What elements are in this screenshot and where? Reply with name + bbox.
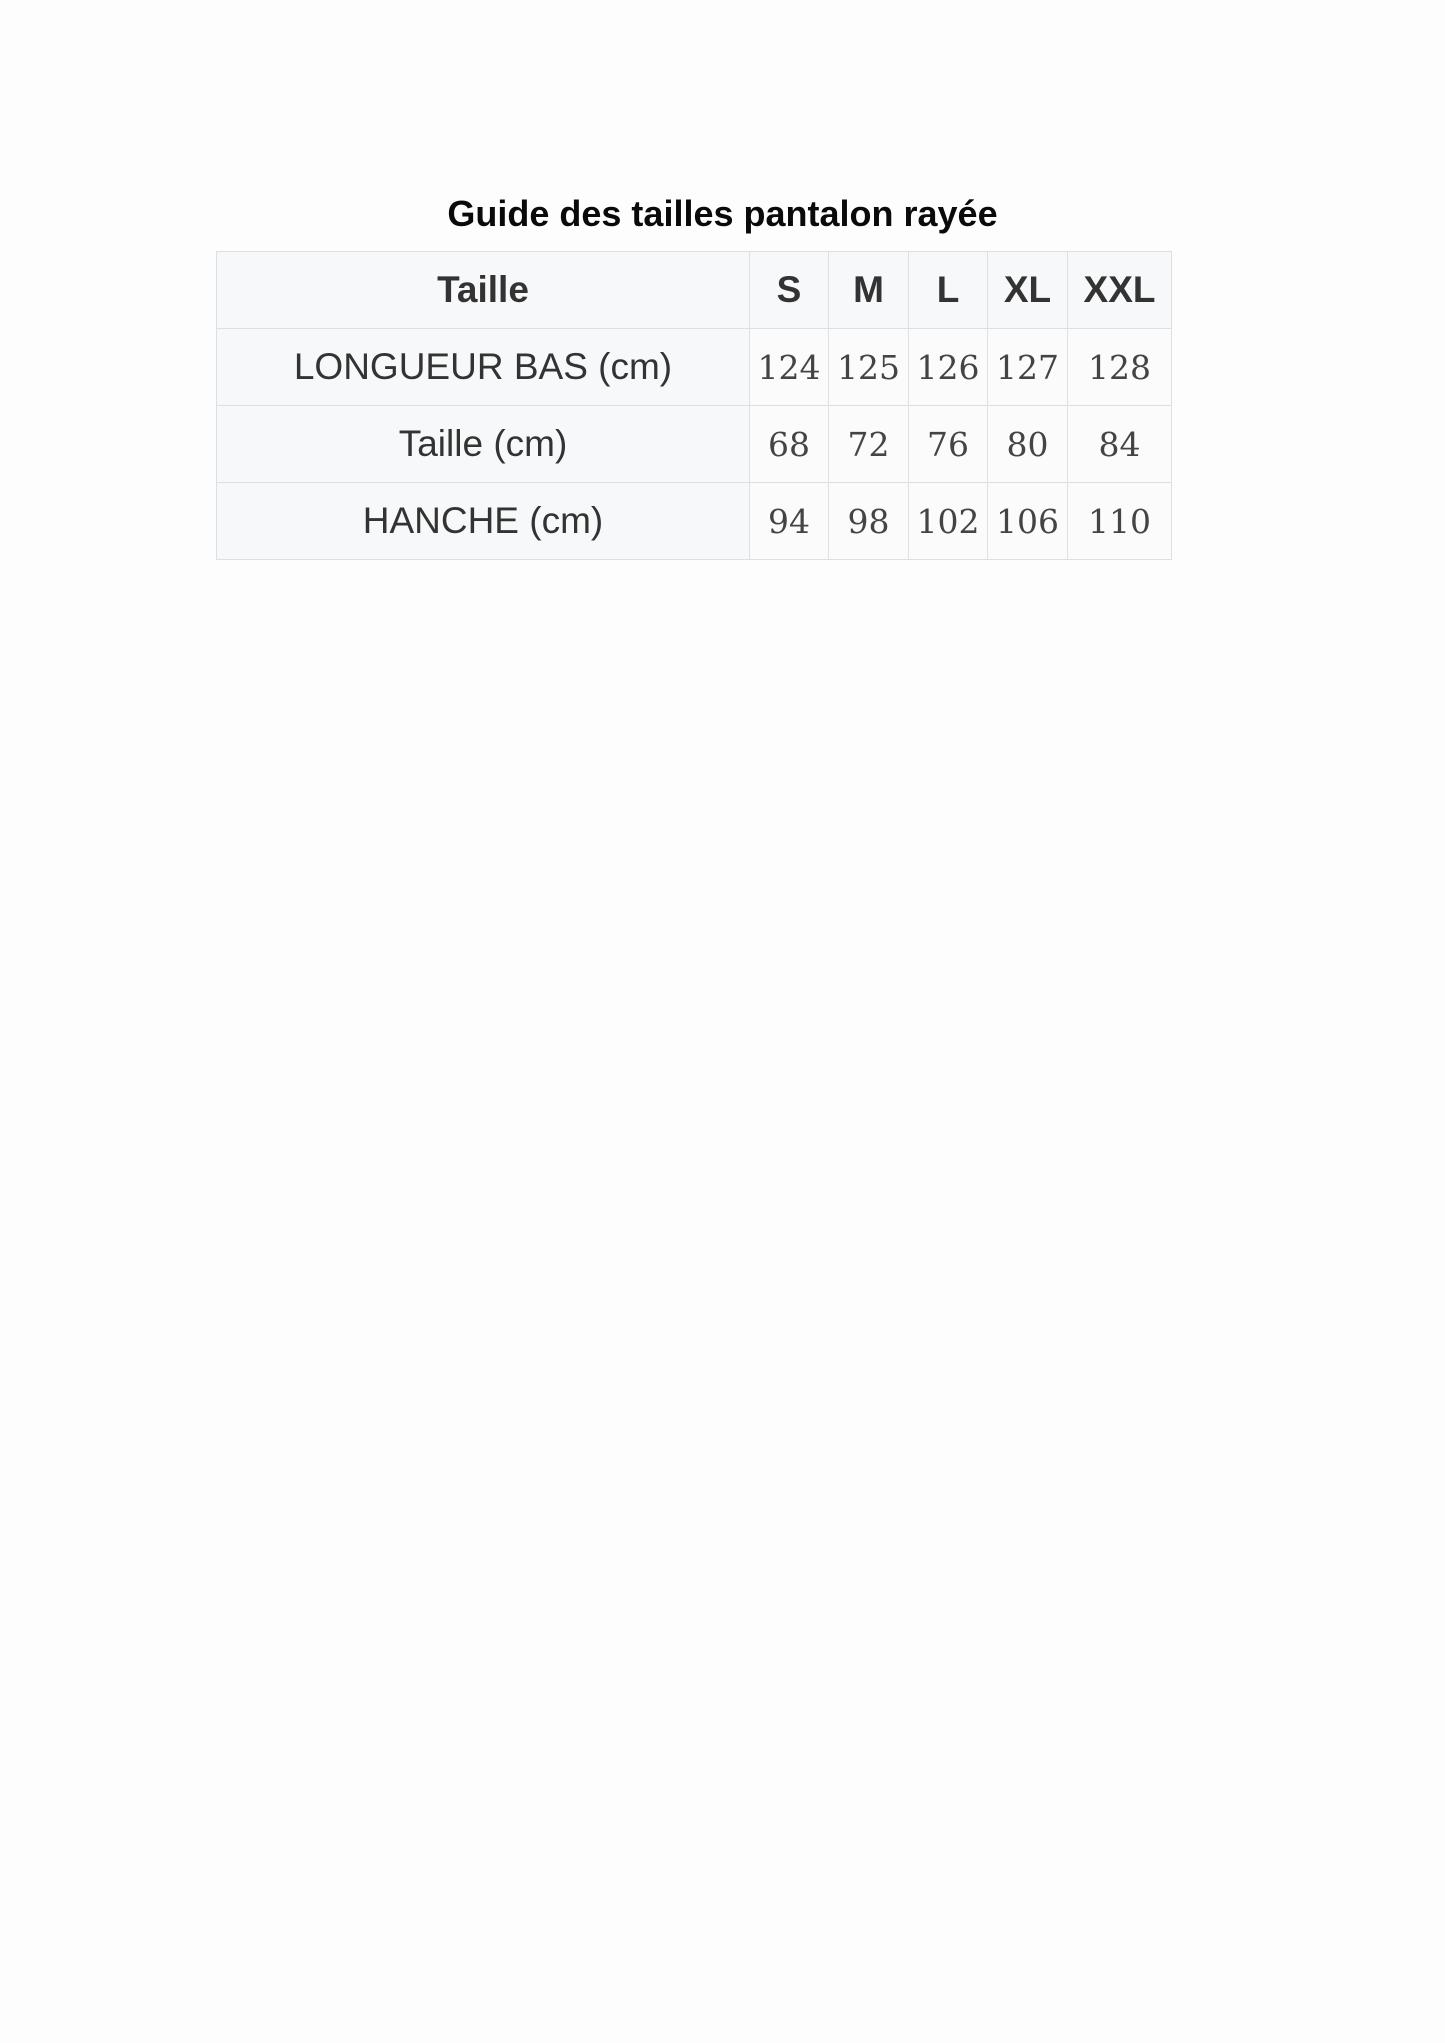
header-taille: Taille xyxy=(217,252,750,329)
table-cell: 98 xyxy=(829,483,909,560)
document-title: Guide des tailles pantalon rayée xyxy=(447,193,998,234)
table-cell: 128 xyxy=(1068,329,1172,406)
table-cell: 126 xyxy=(909,329,988,406)
header-size-xxl: XXL xyxy=(1068,252,1172,329)
header-size-xl: XL xyxy=(988,252,1068,329)
table-cell: 102 xyxy=(909,483,988,560)
header-size-m: M xyxy=(829,252,909,329)
table-cell: 127 xyxy=(988,329,1068,406)
table-row xyxy=(217,483,1172,560)
table-row xyxy=(217,406,1172,483)
table-header-row xyxy=(217,252,1172,329)
header-size-s: S xyxy=(750,252,829,329)
header-size-l: L xyxy=(909,252,988,329)
size-guide-table xyxy=(216,251,1172,560)
table-cell: 80 xyxy=(988,406,1068,483)
table-cell: 106 xyxy=(988,483,1068,560)
table-cell: 84 xyxy=(1068,406,1172,483)
table-cell: 68 xyxy=(750,406,829,483)
table-cell: 110 xyxy=(1068,483,1172,560)
table-cell: 124 xyxy=(750,329,829,406)
table-cell: 72 xyxy=(829,406,909,483)
row-label-taille: Taille (cm) xyxy=(217,406,750,483)
row-label-hanche: HANCHE (cm) xyxy=(217,483,750,560)
table-cell: 76 xyxy=(909,406,988,483)
table-row xyxy=(217,329,1172,406)
table-cell: 94 xyxy=(750,483,829,560)
row-label-longueur-bas: LONGUEUR BAS (cm) xyxy=(217,329,750,406)
table-cell: 125 xyxy=(829,329,909,406)
